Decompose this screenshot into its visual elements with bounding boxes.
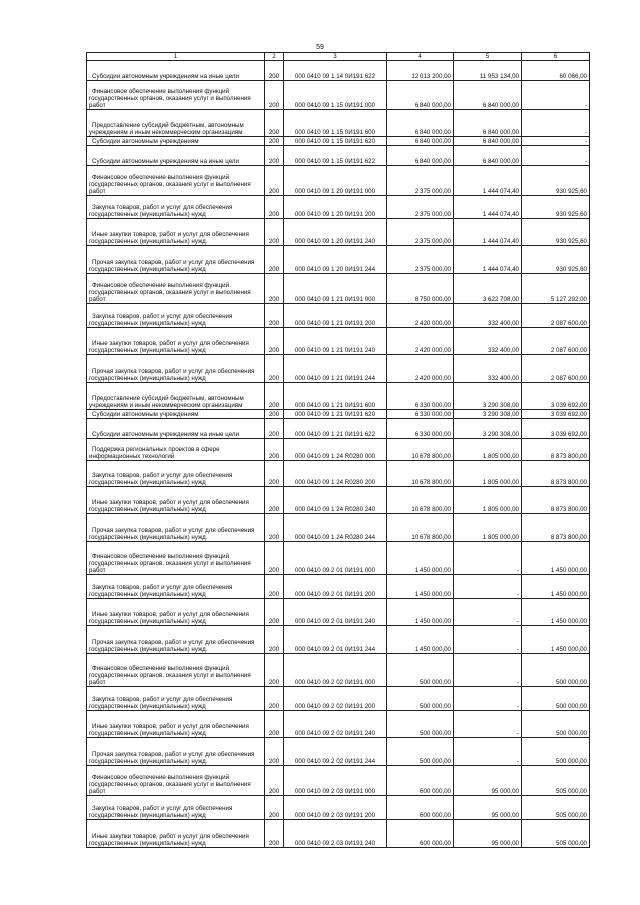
row-classification-code-cell: 000 0410 09 1 21 0И191 620 xyxy=(284,410,387,419)
row-line-code-cell: 200 xyxy=(265,355,284,383)
budget-table xyxy=(86,52,590,848)
row-unexecuted-amount-cell: 505 000,00 xyxy=(522,796,590,820)
row-unexecuted-amount-cell: 8 873 800,00 xyxy=(522,514,590,542)
row-approved-amount-cell: 12 013 200,00 xyxy=(387,61,454,81)
table-row xyxy=(87,61,590,81)
row-line-code-cell: 200 xyxy=(265,599,284,626)
row-line-code-cell: 200 xyxy=(265,487,284,514)
row-unexecuted-amount-cell: 930 925,60 xyxy=(522,246,590,274)
row-name-text: Предоставление субсидий бюджетным, автономным учреждениям и иным некоммерческим организациям xyxy=(89,394,244,409)
row-unexecuted-amount-cell: 505 000,00 xyxy=(522,766,590,796)
table-body xyxy=(87,61,590,848)
row-approved-amount-cell: 10 678 800,00 xyxy=(387,439,454,461)
row-unexecuted-amount-cell: 1 450 000,00 xyxy=(522,626,590,654)
column-header-3: 3 xyxy=(284,53,387,61)
row-name-text: Субсидии автономным учреждениям на иные цели xyxy=(92,431,239,438)
table-row xyxy=(87,355,590,383)
row-name-cell xyxy=(87,137,265,146)
row-line-code-cell: 200 xyxy=(265,81,284,110)
row-unexecuted-amount-cell: 2 087 600,00 xyxy=(522,328,590,355)
row-unexecuted-amount-cell: 930 925,60 xyxy=(522,196,590,219)
row-line-code-cell: 200 xyxy=(265,219,284,246)
row-classification-code-cell: 000 0410 09 1 21 0И191 000 xyxy=(284,274,387,304)
row-approved-amount-cell: 600 000,00 xyxy=(387,766,454,796)
row-executed-amount-cell: 6 840 000,00 xyxy=(454,81,522,110)
row-executed-amount-cell: 3 290 308,00 xyxy=(454,383,522,410)
row-name-cell xyxy=(87,328,265,355)
row-name-cell xyxy=(87,246,265,274)
row-line-code-cell: 200 xyxy=(265,419,284,439)
row-approved-amount-cell: 6 840 000,00 xyxy=(387,81,454,110)
table-row xyxy=(87,81,590,110)
row-classification-code-cell: 000 0410 09 1 15 0И191 622 xyxy=(284,146,387,166)
table-row xyxy=(87,461,590,487)
row-approved-amount-cell: 1 450 000,00 xyxy=(387,626,454,654)
row-name-text: Финансовое обеспечение выполнения функций государственных органов, оказания услуг и выполнения работ xyxy=(89,664,251,686)
row-unexecuted-amount-cell: 3 039 692,00 xyxy=(522,419,590,439)
table-row xyxy=(87,146,590,166)
table-row xyxy=(87,487,590,514)
row-unexecuted-amount-cell: 2 087 600,00 xyxy=(522,355,590,383)
row-unexecuted-amount-cell: - xyxy=(522,81,590,110)
row-approved-amount-cell: 8 750 000,00 xyxy=(387,274,454,304)
row-executed-amount-cell: 1 444 074,40 xyxy=(454,246,522,274)
page-number: 59 xyxy=(316,44,324,51)
row-executed-amount-cell: 95 000,00 xyxy=(454,796,522,820)
row-approved-amount-cell: 2 420 000,00 xyxy=(387,304,454,328)
row-unexecuted-amount-cell: 500 000,00 xyxy=(522,687,590,711)
row-line-code-cell: 200 xyxy=(265,461,284,487)
table-row xyxy=(87,766,590,796)
row-line-code-cell: 200 xyxy=(265,738,284,766)
row-executed-amount-cell: 332 400,00 xyxy=(454,328,522,355)
row-name-cell xyxy=(87,166,265,196)
table-row xyxy=(87,383,590,410)
row-classification-code-cell: 000 0410 09 1 15 0И191 000 xyxy=(284,81,387,110)
row-approved-amount-cell: 6 330 000,00 xyxy=(387,410,454,419)
row-executed-amount-cell: 3 290 308,00 xyxy=(454,410,522,419)
row-approved-amount-cell: 1 450 000,00 xyxy=(387,575,454,599)
column-header-4: 4 xyxy=(387,53,454,61)
table-row xyxy=(87,711,590,738)
row-unexecuted-amount-cell: 60 066,00 xyxy=(522,61,590,81)
row-unexecuted-amount-cell: 8 873 800,00 xyxy=(522,461,590,487)
row-approved-amount-cell: 1 450 000,00 xyxy=(387,599,454,626)
row-line-code-cell: 200 xyxy=(265,820,284,848)
row-name-text: Финансовое обеспечение выполнения функций государственных органов, оказания услуг и выполнения работ xyxy=(89,281,251,303)
row-name-text: Предоставление субсидий бюджетным, автономным учреждениям и иным некоммерческим организациям xyxy=(89,121,244,136)
row-line-code-cell: 200 xyxy=(265,410,284,419)
row-name-text: Субсидии автономным учреждениям на иные цели xyxy=(92,158,239,165)
row-unexecuted-amount-cell: - xyxy=(522,110,590,137)
row-name-text: Субсидии автономным учреждениям xyxy=(92,138,199,145)
row-executed-amount-cell: 6 840 000,00 xyxy=(454,137,522,146)
row-approved-amount-cell: 6 330 000,00 xyxy=(387,383,454,410)
row-classification-code-cell: 000 0410 09 1 24 R0280 000 xyxy=(284,439,387,461)
header-row xyxy=(87,53,590,61)
row-name-text: Закупка товаров, работ и услуг для обеспечения государственных (муниципальных) нужд xyxy=(89,583,233,598)
row-name-cell xyxy=(87,439,265,461)
row-line-code-cell: 200 xyxy=(265,304,284,328)
row-classification-code-cell: 000 0410 09 2 01 0И191 000 xyxy=(284,542,387,575)
row-name-text: Финансовое обеспечение выполнения функций государственных органов, оказания услуг и выполнения работ xyxy=(89,773,251,795)
row-approved-amount-cell: 500 000,00 xyxy=(387,687,454,711)
row-unexecuted-amount-cell: 3 039 692,00 xyxy=(522,410,590,419)
row-approved-amount-cell: 6 840 000,00 xyxy=(387,146,454,166)
row-classification-code-cell: 000 0410 09 1 21 0И191 200 xyxy=(284,304,387,328)
row-line-code-cell: 200 xyxy=(265,328,284,355)
row-approved-amount-cell: 2 375 000,00 xyxy=(387,166,454,196)
row-classification-code-cell: 000 0410 09 1 20 0И191 000 xyxy=(284,166,387,196)
row-executed-amount-cell: 6 840 000,00 xyxy=(454,146,522,166)
row-name-text: Иные закупки товаров, работ и услуг для обеспечения государственных (муниципальных) нужд xyxy=(89,339,249,354)
row-name-cell xyxy=(87,796,265,820)
row-classification-code-cell: 000 0410 09 2 02 0И191 240 xyxy=(284,711,387,738)
row-executed-amount-cell: - xyxy=(454,626,522,654)
row-classification-code-cell: 000 0410 09 1 24 R0280 200 xyxy=(284,461,387,487)
row-executed-amount-cell: - xyxy=(454,711,522,738)
row-unexecuted-amount-cell: 3 039 692,00 xyxy=(522,383,590,410)
row-classification-code-cell: 000 0410 09 1 15 0И191 620 xyxy=(284,137,387,146)
row-unexecuted-amount-cell: 8 873 800,00 xyxy=(522,439,590,461)
row-unexecuted-amount-cell: 8 873 800,00 xyxy=(522,487,590,514)
row-name-cell xyxy=(87,383,265,410)
row-executed-amount-cell: 1 805 000,00 xyxy=(454,487,522,514)
row-approved-amount-cell: 6 330 000,00 xyxy=(387,419,454,439)
table-row xyxy=(87,410,590,419)
row-name-cell xyxy=(87,738,265,766)
row-name-cell xyxy=(87,410,265,419)
table-row xyxy=(87,820,590,848)
row-unexecuted-amount-cell: 505 000,00 xyxy=(522,820,590,848)
row-line-code-cell: 200 xyxy=(265,796,284,820)
row-classification-code-cell: 000 0410 09 1 14 0И191 622 xyxy=(284,61,387,81)
row-name-cell xyxy=(87,766,265,796)
row-name-cell xyxy=(87,654,265,687)
row-name-text: Поддержка региональных проектов в сфере информационных технологий xyxy=(89,445,220,460)
row-name-cell xyxy=(87,820,265,848)
row-classification-code-cell: 000 0410 09 1 20 0И191 240 xyxy=(284,219,387,246)
row-classification-code-cell: 000 0410 09 2 01 0И191 200 xyxy=(284,575,387,599)
row-name-cell xyxy=(87,146,265,166)
row-name-text: Закупка товаров, работ и услуг для обеспечения государственных (муниципальных) нужд xyxy=(89,471,233,486)
row-classification-code-cell: 000 0410 09 1 24 R0280 240 xyxy=(284,487,387,514)
row-executed-amount-cell: 1 805 000,00 xyxy=(454,461,522,487)
row-name-text: Иные закупки товаров, работ и услуг для обеспечения государственных (муниципальных) нужд xyxy=(89,832,249,847)
table-row xyxy=(87,196,590,219)
row-name-cell xyxy=(87,711,265,738)
column-header-6: 6 xyxy=(522,53,590,61)
column-header-2: 2 xyxy=(265,53,284,61)
row-executed-amount-cell: 1 444 074,40 xyxy=(454,196,522,219)
row-executed-amount-cell: 3 290 308,00 xyxy=(454,419,522,439)
table-row xyxy=(87,304,590,328)
row-name-cell xyxy=(87,514,265,542)
row-classification-code-cell: 000 0410 09 1 21 0И191 622 xyxy=(284,419,387,439)
table-row xyxy=(87,137,590,146)
row-name-cell xyxy=(87,419,265,439)
row-approved-amount-cell: 10 678 800,00 xyxy=(387,514,454,542)
row-name-cell xyxy=(87,687,265,711)
table-row xyxy=(87,274,590,304)
row-name-text: Субсидии автономным учреждениям на иные цели xyxy=(92,73,239,80)
row-classification-code-cell: 000 0410 09 1 20 0И191 200 xyxy=(284,196,387,219)
row-classification-code-cell: 000 0410 09 2 03 0И191 000 xyxy=(284,766,387,796)
row-classification-code-cell: 000 0410 09 1 21 0И191 244 xyxy=(284,355,387,383)
row-approved-amount-cell: 1 450 000,00 xyxy=(387,542,454,575)
row-approved-amount-cell: 10 678 800,00 xyxy=(387,461,454,487)
row-name-text: Иные закупки товаров, работ и услуг для обеспечения государственных (муниципальных) нужд xyxy=(89,230,249,245)
row-classification-code-cell: 000 0410 09 1 15 0И191 600 xyxy=(284,110,387,137)
row-approved-amount-cell: 2 375 000,00 xyxy=(387,219,454,246)
row-approved-amount-cell: 2 375 000,00 xyxy=(387,196,454,219)
row-name-cell xyxy=(87,196,265,219)
row-line-code-cell: 200 xyxy=(265,274,284,304)
row-unexecuted-amount-cell: 930 925,60 xyxy=(522,219,590,246)
row-unexecuted-amount-cell: 1 450 000,00 xyxy=(522,575,590,599)
table-row xyxy=(87,654,590,687)
row-line-code-cell: 200 xyxy=(265,542,284,575)
row-name-cell xyxy=(87,61,265,81)
row-name-text: Финансовое обеспечение выполнения функций государственных органов, оказания услуг и выполнения работ xyxy=(89,173,251,195)
row-approved-amount-cell: 2 420 000,00 xyxy=(387,328,454,355)
row-approved-amount-cell: 2 420 000,00 xyxy=(387,355,454,383)
row-name-cell xyxy=(87,304,265,328)
row-name-text: Финансовое обеспечение выполнения функций государственных органов, оказания услуг и выполнения работ xyxy=(89,87,251,109)
row-executed-amount-cell: 95 000,00 xyxy=(454,766,522,796)
table-row xyxy=(87,166,590,196)
column-header-5: 5 xyxy=(454,53,522,61)
row-classification-code-cell: 000 0410 09 1 21 0И191 240 xyxy=(284,328,387,355)
row-line-code-cell: 200 xyxy=(265,766,284,796)
row-unexecuted-amount-cell: 1 450 000,00 xyxy=(522,542,590,575)
row-name-text: Субсидии автономным учреждениям xyxy=(92,411,199,418)
row-unexecuted-amount-cell: - xyxy=(522,146,590,166)
table-row xyxy=(87,419,590,439)
table-row xyxy=(87,328,590,355)
row-name-cell xyxy=(87,626,265,654)
row-classification-code-cell: 000 0410 09 1 20 0И191 244 xyxy=(284,246,387,274)
table-row xyxy=(87,514,590,542)
row-classification-code-cell: 000 0410 09 1 24 R0280 244 xyxy=(284,514,387,542)
row-classification-code-cell: 000 0410 09 2 02 0И191 000 xyxy=(284,654,387,687)
row-approved-amount-cell: 6 840 000,00 xyxy=(387,110,454,137)
row-name-cell xyxy=(87,542,265,575)
row-line-code-cell: 200 xyxy=(265,687,284,711)
row-name-text: Прочая закупка товаров, работ и услуг для обеспечения государственных (муниципальных) нужд xyxy=(89,258,255,273)
row-name-cell xyxy=(87,461,265,487)
table-row xyxy=(87,542,590,575)
row-approved-amount-cell: 500 000,00 xyxy=(387,711,454,738)
row-classification-code-cell: 000 0410 09 2 02 0И191 244 xyxy=(284,738,387,766)
row-name-text: Прочая закупка товаров, работ и услуг для обеспечения государственных (муниципальных) нужд xyxy=(89,750,255,765)
row-name-cell xyxy=(87,355,265,383)
table-row xyxy=(87,738,590,766)
row-name-cell xyxy=(87,274,265,304)
row-executed-amount-cell: 332 400,00 xyxy=(454,304,522,328)
row-executed-amount-cell: 332 400,00 xyxy=(454,355,522,383)
row-line-code-cell: 200 xyxy=(265,110,284,137)
row-executed-amount-cell: 1 805 000,00 xyxy=(454,514,522,542)
row-line-code-cell: 200 xyxy=(265,61,284,81)
row-classification-code-cell: 000 0410 09 1 21 0И191 600 xyxy=(284,383,387,410)
row-unexecuted-amount-cell: 1 450 000,00 xyxy=(522,599,590,626)
row-approved-amount-cell: 600 000,00 xyxy=(387,796,454,820)
table-row xyxy=(87,626,590,654)
row-name-text: Закупка товаров, работ и услуг для обеспечения государственных (муниципальных) нужд xyxy=(89,312,233,327)
row-name-text: Иные закупки товаров, работ и услуг для обеспечения государственных (муниципальных) нужд xyxy=(89,498,249,513)
row-executed-amount-cell: - xyxy=(454,687,522,711)
row-line-code-cell: 200 xyxy=(265,654,284,687)
row-name-text: Прочая закупка товаров, работ и услуг для обеспечения государственных (муниципальных) нужд xyxy=(89,367,255,382)
table-row xyxy=(87,575,590,599)
row-line-code-cell: 200 xyxy=(265,137,284,146)
row-line-code-cell: 200 xyxy=(265,626,284,654)
row-line-code-cell: 200 xyxy=(265,383,284,410)
table-row xyxy=(87,439,590,461)
row-executed-amount-cell: 11 953 134,00 xyxy=(454,61,522,81)
row-approved-amount-cell: 6 840 000,00 xyxy=(387,137,454,146)
row-name-text: Финансовое обеспечение выполнения функций государственных органов, оказания услуг и выполнения работ xyxy=(89,552,251,574)
row-name-text: Прочая закупка товаров, работ и услуг для обеспечения государственных (муниципальных) нужд xyxy=(89,526,255,541)
row-classification-code-cell: 000 0410 09 2 01 0И191 240 xyxy=(284,599,387,626)
table-row xyxy=(87,219,590,246)
row-approved-amount-cell: 500 000,00 xyxy=(387,654,454,687)
row-name-cell xyxy=(87,487,265,514)
row-name-cell xyxy=(87,599,265,626)
table-row xyxy=(87,687,590,711)
row-executed-amount-cell: - xyxy=(454,738,522,766)
row-line-code-cell: 200 xyxy=(265,166,284,196)
row-name-text: Иные закупки товаров, работ и услуг для обеспечения государственных (муниципальных) нужд xyxy=(89,722,249,737)
row-approved-amount-cell: 2 375 000,00 xyxy=(387,246,454,274)
row-unexecuted-amount-cell: 500 000,00 xyxy=(522,738,590,766)
row-executed-amount-cell: 1 805 000,00 xyxy=(454,439,522,461)
row-name-cell xyxy=(87,575,265,599)
row-name-text: Закупка товаров, работ и услуг для обеспечения государственных (муниципальных) нужд xyxy=(89,695,233,710)
row-executed-amount-cell: 1 444 074,40 xyxy=(454,219,522,246)
table-row xyxy=(87,110,590,137)
row-name-cell xyxy=(87,110,265,137)
row-classification-code-cell: 000 0410 09 2 01 0И191 244 xyxy=(284,626,387,654)
row-classification-code-cell: 000 0410 09 2 03 0И191 200 xyxy=(284,796,387,820)
row-classification-code-cell: 000 0410 09 2 02 0И191 200 xyxy=(284,687,387,711)
row-executed-amount-cell: - xyxy=(454,542,522,575)
table-row xyxy=(87,599,590,626)
row-approved-amount-cell: 600 000,00 xyxy=(387,820,454,848)
row-name-text: Иные закупки товаров, работ и услуг для обеспечения государственных (муниципальных) нужд xyxy=(89,610,249,625)
row-line-code-cell: 200 xyxy=(265,439,284,461)
row-name-cell xyxy=(87,219,265,246)
table-row xyxy=(87,796,590,820)
row-line-code-cell: 200 xyxy=(265,514,284,542)
row-executed-amount-cell: 3 622 708,00 xyxy=(454,274,522,304)
row-line-code-cell: 200 xyxy=(265,146,284,166)
row-executed-amount-cell: - xyxy=(454,599,522,626)
row-unexecuted-amount-cell: - xyxy=(522,137,590,146)
row-line-code-cell: 200 xyxy=(265,246,284,274)
row-executed-amount-cell: 6 840 000,00 xyxy=(454,110,522,137)
row-approved-amount-cell: 500 000,00 xyxy=(387,738,454,766)
row-unexecuted-amount-cell: 500 000,00 xyxy=(522,711,590,738)
row-line-code-cell: 200 xyxy=(265,575,284,599)
row-executed-amount-cell: 1 444 074,40 xyxy=(454,166,522,196)
row-executed-amount-cell: - xyxy=(454,575,522,599)
row-executed-amount-cell: 95 000,00 xyxy=(454,820,522,848)
row-approved-amount-cell: 10 678 800,00 xyxy=(387,487,454,514)
row-name-text: Прочая закупка товаров, работ и услуг для обеспечения государственных (муниципальных) нужд xyxy=(89,638,255,653)
row-name-text: Закупка товаров, работ и услуг для обеспечения государственных (муниципальных) нужд xyxy=(89,203,233,218)
row-unexecuted-amount-cell: 2 087 600,00 xyxy=(522,304,590,328)
row-unexecuted-amount-cell: 500 000,00 xyxy=(522,654,590,687)
table-row xyxy=(87,246,590,274)
row-name-cell xyxy=(87,81,265,110)
row-classification-code-cell: 000 0410 09 2 03 0И191 240 xyxy=(284,820,387,848)
row-unexecuted-amount-cell: 930 925,60 xyxy=(522,166,590,196)
row-line-code-cell: 200 xyxy=(265,711,284,738)
row-unexecuted-amount-cell: 5 127 292,00 xyxy=(522,274,590,304)
column-header-1: 1 xyxy=(87,53,265,61)
row-name-text: Закупка товаров, работ и услуг для обеспечения государственных (муниципальных) нужд xyxy=(89,804,233,819)
row-executed-amount-cell: - xyxy=(454,654,522,687)
row-line-code-cell: 200 xyxy=(265,196,284,219)
